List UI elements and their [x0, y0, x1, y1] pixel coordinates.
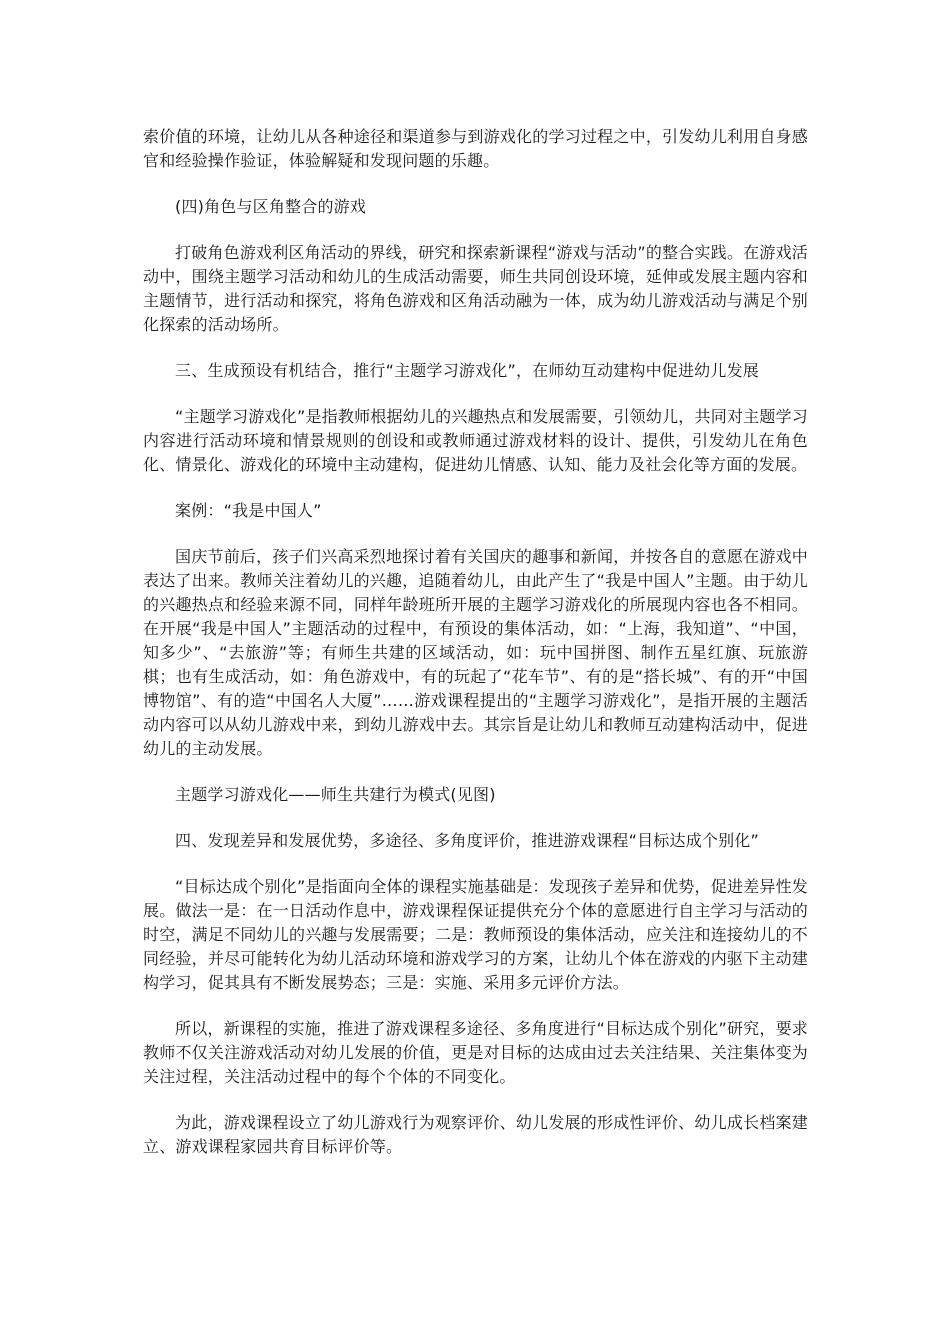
paragraph-case-description: 国庆节前后，孩子们兴高采烈地探讨着有关国庆的趣事和新闻，并按各自的意愿在游戏中表达了出来。教师关注着幼儿的兴趣，追随着幼儿，由此产生了“我是中国人”主题。由于幼儿的兴趣热点和经验来源不同，同样年龄班所开展的主题学习游戏化的所展现内容也各不相同。在开展“我是中国人”主题活动的过程中，有预设的集体活动，如：“上海，我知道”、“中国，知多少”、“去旅游”等；有师生共建的区域活动，如：玩中国拼图、制作五星红旗、玩旅游棋；也有生成活动，如：角色游戏中，有的玩起了“花车节”、有的是“搭长城”、有的开“中国博物馆”、有的造“中国名人大厦”……游戏课程提出的“主题学习游戏化”，是指开展的主题活动内容可以从幼儿游戏中来，到幼儿游戏中去。其宗旨是让幼儿和教师互动建构活动中，促进幼儿的主动发展。 [143, 547, 808, 758]
paragraph-continuation: 索价值的环境，让幼儿从各种途径和渠道参与到游戏化的学习过程之中，引发幼儿利用自身感官和经验操作验证，体验解疑和发现问题的乐趣。 [143, 127, 808, 170]
section-heading-theme-learning: 三、生成预设有机结合，推行“主题学习游戏化”，在师幼互动建构中促进幼儿发展 [175, 361, 759, 380]
paragraph-role-corner: 打破角色游戏利区角活动的界线，研究和探索新课程“游戏与活动”的整合实践。在游戏活动中，围绕主题学习活动和幼儿的生成活动需要，师生共同创设环境，延伸或发展主题内容和主题情节，进行活动和探究，将角色游戏和区角活动融为一体，成为幼儿游戏活动与满足个别化探索的活动场所。 [143, 243, 808, 334]
case-heading: 案例：“我是中国人” [175, 501, 322, 520]
figure-reference: 主题学习游戏化——师生共建行为模式(见图) [175, 785, 496, 804]
paragraph-research: 所以，新课程的实施，推进了游戏课程多途径、多角度进行“目标达成个别化”研究，要求教师不仅关注游戏活动对幼儿发展的价值，更是对目标的达成由过去关注结果、关注集体变为关注过程，关注活动过程中的每个个体的不同变化。 [143, 1019, 808, 1086]
paragraph-individual-goals: “目标达成个别化”是指面向全体的课程实施基础是：发现孩子差异和优势，促进差异性发展。做法一是：在一日活动作息中，游戏课程保证提供充分个体的意愿进行自主学习与活动的时空，满足不同幼儿的兴趣与发展需要；二是：教师预设的集体活动，应关注和连接幼儿的不同经验，并尽可能转化为幼儿活动环境和游戏学习的方案，让幼儿个体在游戏的内驱下主动建构学习，促其具有不断发展势态；三是：实施、采用多元评价方法。 [143, 877, 808, 992]
section-heading-evaluation: 四、发现差异和发展优势，多途径、多角度评价，推进游戏课程“目标达成个别化” [175, 831, 759, 850]
paragraph-theme-learning-definition: “主题学习游戏化”是指教师根据幼儿的兴趣热点和发展需要，引领幼儿，共同对主题学习内容进行活动环境和情景规则的创设和或教师通过游戏材料的设计、提供，引发幼儿在角色化、情景化、游戏化的环境中主动建构，促进幼儿情感、认知、能力及社会化等方面的发展。 [143, 407, 808, 474]
document-page [143, 125, 808, 1181]
section-heading-role-corner-games: (四)角色与区角整合的游戏 [175, 197, 367, 216]
paragraph-evaluation-methods: 为此，游戏课程设立了幼儿游戏行为观察评价、幼儿发展的形成性评价、幼儿成长档案建立、游戏课程家园共育目标评价等。 [143, 1113, 808, 1156]
